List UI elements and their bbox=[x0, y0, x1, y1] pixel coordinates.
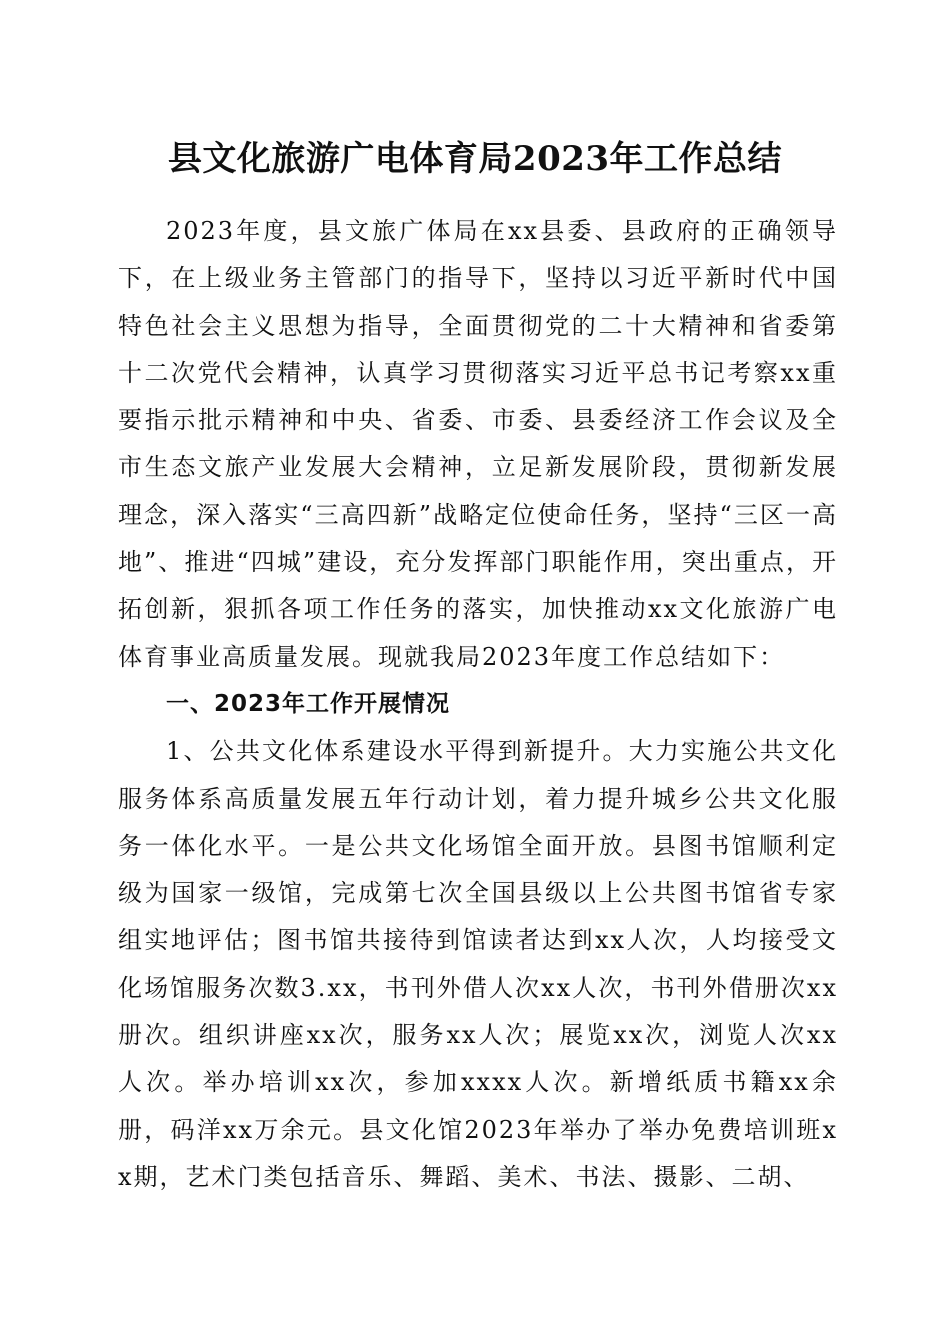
section-paragraph: 1、公共文化体系建设水平得到新提升。大力实施公共文化服务体系高质量发展五年行动计划，着力提升城乡公共文化服务一体化水平。一是公共文化场馆全面开放。县图书馆顺利定级为国家一级馆，完成第七次全国县级以上公共图书馆省专家组实地评估；图书馆共接待到馆读者达到xx人次，人均接受文化场馆服务次数3.xx，书刊外借人次xx人次，书刊外借册次xx册次。组织讲座xx次，服务xx人次；展览xx次，浏览人次xx人次。举办培训xx次，参加xxxx人次。新增纸质书籍xx余册，码洋xx万余元。县文化馆2023年举办了举办免费培训班xx期，艺术门类包括音乐、舞蹈、美术、书法、摄影、二胡、 bbox=[118, 737, 838, 1191]
section-heading: 一、2023年工作开展情况 bbox=[166, 690, 451, 717]
document-title: 县文化旅游广电体育局2023年工作总结 bbox=[167, 139, 783, 179]
document-body bbox=[118, 208, 838, 1201]
intro-paragraph: 2023年度，县文旅广体局在xx县委、县政府的正确领导下，在上级业务主管部门的指导下，坚持以习近平新时代中国特色社会主义思想为指导，全面贯彻党的二十大精神和省委第十二次党代会精神，认真学习贯彻落实习近平总书记考察xx重要指示批示精神和中央、省委、市委、县委经济工作会议及全市生态文旅产业发展大会精神，立足新发展阶段，贯彻新发展理念，深入落实“三高四新”战略定位使命任务，坚持“三区一高地”、推进“四城”建设，充分发挥部门职能作用，突出重点，开拓创新，狠抓各项工作任务的落实，加快推动xx文化旅游广电体育事业高质量发展。现就我局2023年度工作总结如下： bbox=[118, 217, 838, 671]
